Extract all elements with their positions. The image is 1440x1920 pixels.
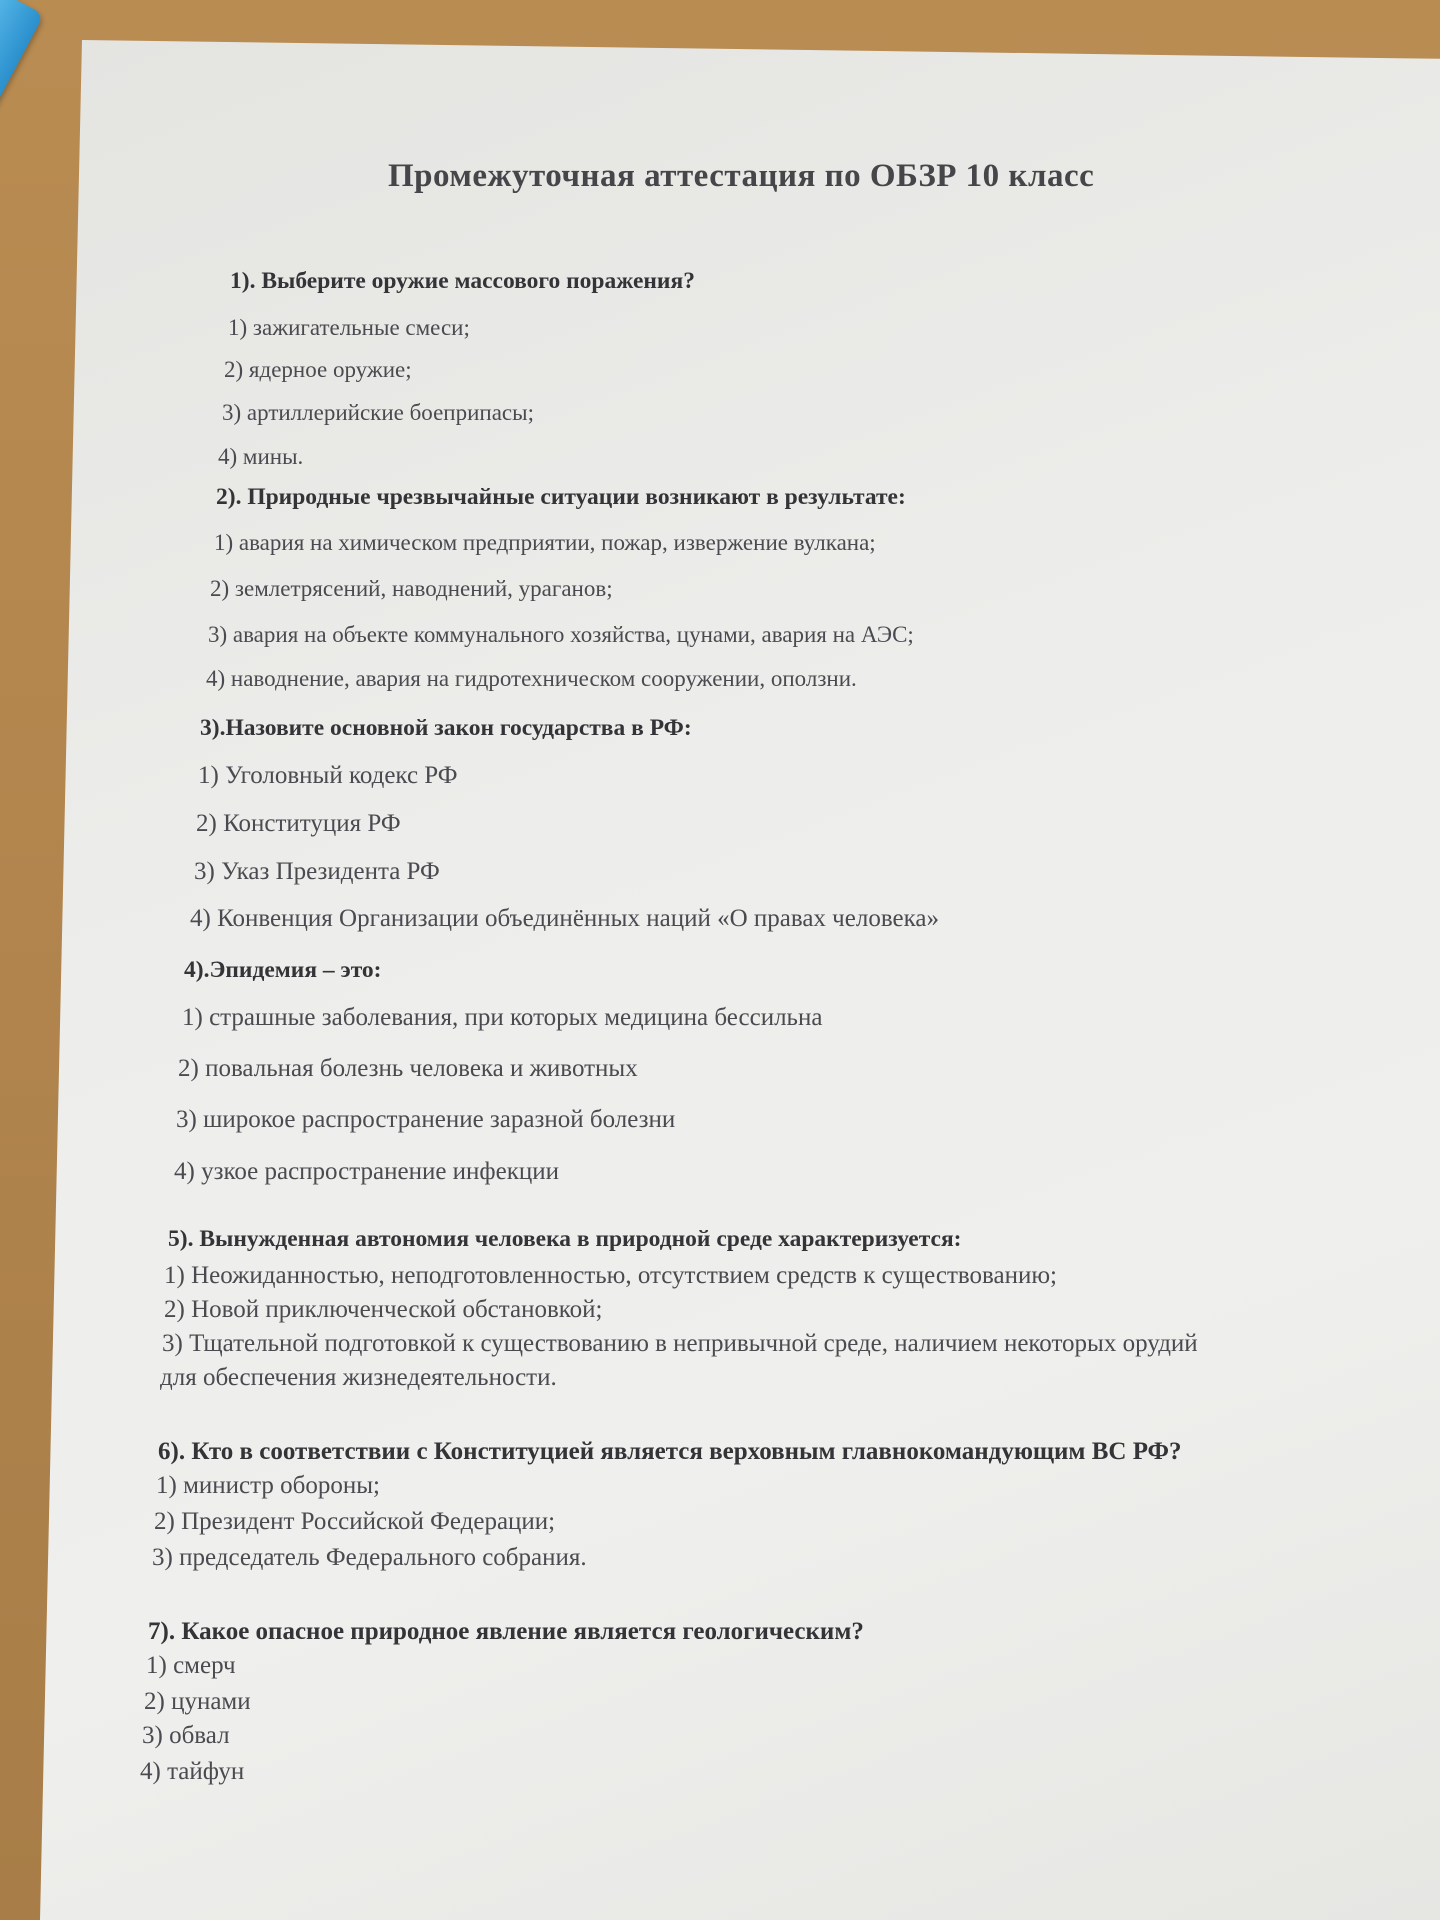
question-6-option-3: 3) председатель Федерального собрания. bbox=[152, 1544, 587, 1571]
question-7-option-3: 3) обвал bbox=[142, 1722, 230, 1749]
question-5: 5). Вынужденная автономия человека в природной среде характеризуется: bbox=[168, 1226, 962, 1252]
question-6-option-1: 1) министр обороны; bbox=[156, 1472, 380, 1499]
question-1-option-1: 1) зажигательные смеси; bbox=[228, 315, 470, 340]
question-4-option-2: 2) повальная болезнь человека и животных bbox=[178, 1055, 638, 1082]
question-4-option-4: 4) узкое распространение инфекции bbox=[174, 1158, 560, 1185]
question-6: 6). Кто в соответствии с Конституцией является верховным главнокомандующим ВС РФ? bbox=[158, 1438, 1182, 1465]
question-4-option-3: 3) широкое распространение заразной болезни bbox=[176, 1106, 676, 1133]
question-2-option-2: 2) землетрясений, наводнений, ураганов; bbox=[210, 576, 613, 601]
question-1-option-2: 2) ядерное оружие; bbox=[224, 357, 412, 382]
question-7: 7). Какое опасное природное явление является геологическим? bbox=[148, 1618, 864, 1645]
question-2-option-3: 3) авария на объекте коммунального хозяйства, цунами, авария на АЭС; bbox=[208, 622, 914, 647]
question-3-option-1: 1) Уголовный кодекс РФ bbox=[198, 762, 458, 789]
question-3: 3).Назовите основной закон государства в РФ: bbox=[200, 715, 692, 741]
question-1-option-3: 3) артиллерийские боеприпасы; bbox=[222, 400, 534, 425]
question-7-option-1: 1) смерч bbox=[146, 1652, 236, 1679]
question-4-option-1: 1) страшные заболевания, при которых медицина бессильна bbox=[182, 1004, 823, 1031]
document-title: Промежуточная аттестация по ОБЗР 10 класс bbox=[388, 158, 1095, 194]
question-2: 2). Природные чрезвычайные ситуации возникают в результате: bbox=[216, 484, 906, 510]
question-7-option-4: 4) тайфун bbox=[140, 1758, 245, 1785]
question-3-option-3: 3) Указ Президента РФ bbox=[194, 858, 440, 885]
question-5-option-3-continued: для обеспечения жизнедеятельности. bbox=[160, 1364, 557, 1391]
question-5-option-1: 1) Неожиданностью, неподготовленностью, отсутствием средств к существованию; bbox=[164, 1262, 1057, 1289]
question-7-option-2: 2) цунами bbox=[144, 1688, 251, 1715]
question-6-option-2: 2) Президент Российской Федерации; bbox=[154, 1508, 556, 1535]
question-2-option-1: 1) авария на химическом предприятии, пожар, извержение вулкана; bbox=[214, 530, 876, 555]
question-5-option-2: 2) Новой приключенческой обстановкой; bbox=[164, 1296, 603, 1323]
question-5-option-3: 3) Тщательной подготовкой к существованию в непривычной среде, наличием некоторых орудий bbox=[162, 1330, 1198, 1357]
question-3-option-4: 4) Конвенция Организации объединённых наций «О правах человека» bbox=[190, 905, 939, 932]
question-1-option-4: 4) мины. bbox=[218, 444, 304, 469]
question-2-option-4: 4) наводнение, авария на гидротехническом сооружении, оползни. bbox=[206, 666, 857, 691]
question-4: 4).Эпидемия – это: bbox=[184, 957, 382, 983]
question-3-option-2: 2) Конституция РФ bbox=[196, 810, 401, 837]
question-1: 1). Выберите оружие массового поражения? bbox=[230, 268, 695, 294]
